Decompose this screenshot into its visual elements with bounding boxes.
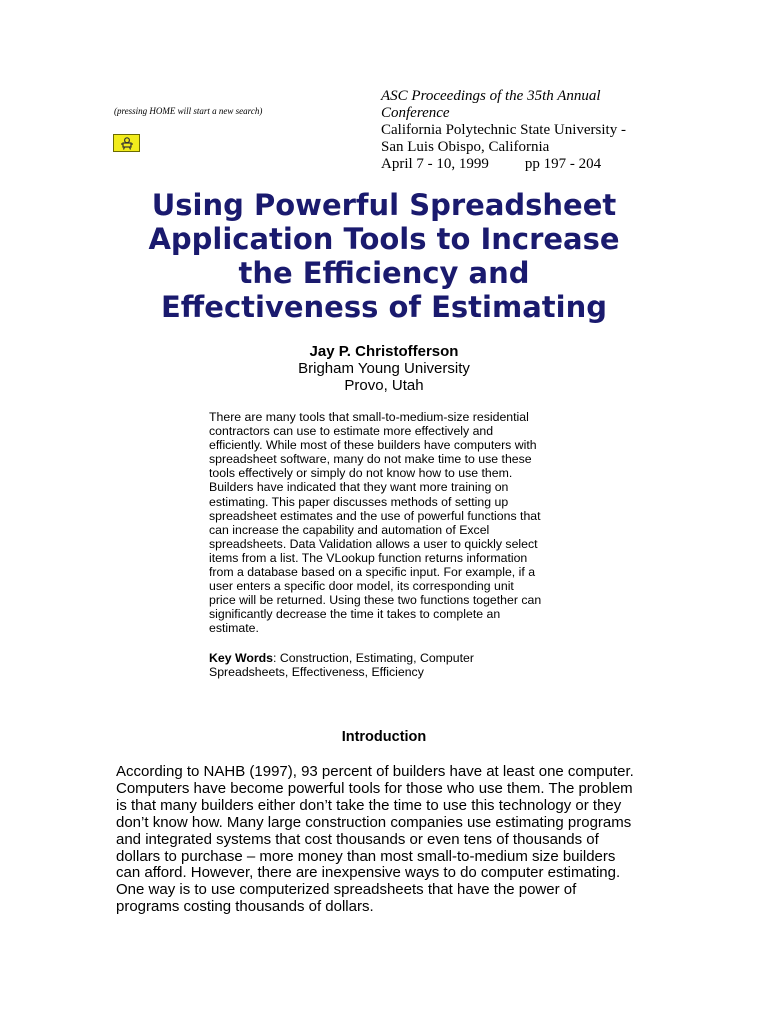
paper-title: [84, 188, 684, 324]
intro-line: Computers have become powerful tools for those who use them. The problem: [116, 779, 633, 797]
intro-line: programs costing thousands of dollars.: [116, 898, 374, 916]
proceedings-line-1: ASC Proceedings of the 35th Annual: [381, 88, 601, 104]
abstract-line: user enters a specific door model, its corresponding unit: [209, 579, 514, 594]
introduction-heading: Introduction: [341, 729, 427, 745]
abstract-line: spreadsheet estimates and the use of powerful functions that: [209, 508, 541, 523]
keywords-label: Key Words: [209, 651, 274, 665]
proceedings-line-2: Conference: [381, 105, 450, 121]
introduction-body: [116, 764, 656, 916]
abstract-line: estimate.: [209, 621, 259, 636]
page-range: pp 197 - 204: [524, 156, 602, 172]
location-line-2: San Luis Obispo, California: [381, 139, 550, 155]
abstract-line: from a database based on a specific input. For example, if a: [209, 565, 536, 580]
abstract-line: contractors can use to estimate more effectively and: [209, 424, 494, 439]
author-affiliation: Brigham Young University: [298, 360, 470, 377]
title-line: Using Powerful Spreadsheet: [151, 188, 617, 222]
intro-line: According to NAHB (1997), 93 percent of builders have at least one computer.: [116, 763, 634, 780]
title-line: Application Tools to Increase: [148, 222, 620, 256]
abstract-line: Builders have indicated that they want more training on: [209, 480, 509, 495]
location-line-1: California Polytechnic State University -: [381, 122, 626, 138]
intro-line: is that many builders either don’t take the time to use this technology or they: [116, 796, 622, 814]
intro-line: can afford. However, there are inexpensive ways to do computer estimating.: [116, 864, 621, 882]
keywords-list-part-1: : Construction, Estimating, Computer: [273, 651, 474, 665]
abstract-line: There are many tools that small-to-medium-size residential: [209, 410, 529, 424]
abstract-line: spreadsheet software, many do not make time to use these: [209, 452, 532, 467]
home-button[interactable]: [113, 134, 140, 152]
author-name: Jay P. Christofferson: [309, 343, 459, 360]
abstract-line: items from a list. The VLookup function returns information: [209, 550, 528, 565]
intro-line: dollars to purchase – more money than most small-to-medium size builders: [116, 847, 616, 865]
abstract-line: significantly decrease the time it takes to complete an: [209, 607, 501, 622]
abstract-line: estimating. This paper discusses methods of setting up: [209, 494, 509, 509]
abstract-line: tools effectively or simply do not know how to use them.: [209, 466, 513, 481]
keywords: [209, 651, 561, 679]
abstract: [209, 410, 561, 636]
title-line: the Efficiency and: [238, 256, 530, 290]
abstract-line: can increase the capability and automation of Excel: [209, 522, 490, 537]
author-block: [184, 343, 584, 394]
dates-pages-line: [381, 156, 681, 173]
author-location: Provo, Utah: [344, 377, 424, 394]
abstract-line: spreadsheets. Data Validation allows a user to quickly select: [209, 536, 538, 551]
intro-line: and integrated systems that cost thousands or even tens of thousands of: [116, 830, 599, 848]
abstract-line: efficiently. While most of these builders have computers with: [209, 438, 537, 453]
keywords-line-1: [209, 651, 561, 665]
home-figure-icon: [120, 137, 134, 150]
intro-line: One way is to use computerized spreadsheets that have the power of: [116, 881, 577, 899]
intro-line: don’t know how. Many large construction companies use estimating programs: [116, 813, 632, 831]
proceedings-info: [381, 88, 681, 173]
abstract-line: price will be returned. Using these two functions together can: [209, 593, 542, 608]
conference-dates: April 7 - 10, 1999: [381, 156, 489, 172]
title-line: Effectiveness of Estimating: [161, 290, 607, 324]
keywords-list-part-2: Spreadsheets, Effectiveness, Efficiency: [209, 665, 424, 680]
home-note: (pressing HOME will start a new search): [114, 106, 263, 116]
